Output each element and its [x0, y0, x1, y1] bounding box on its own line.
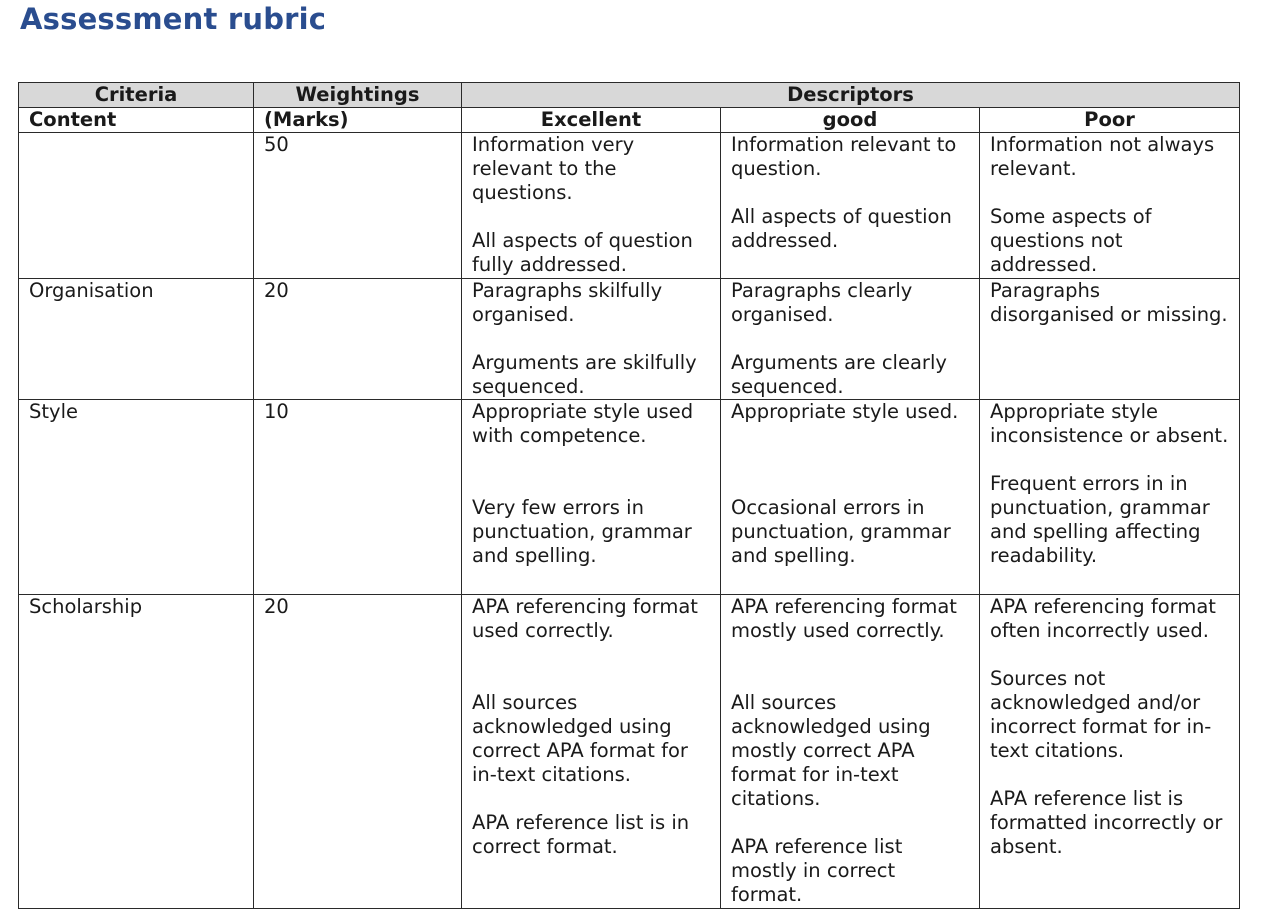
criteria-cell: Scholarship	[19, 595, 254, 909]
marks-cell: 20	[254, 595, 462, 909]
excellent-cell	[462, 279, 721, 400]
marks-cell: 10	[254, 400, 462, 595]
descriptor-text: Paragraphs clearly organised.	[731, 279, 913, 326]
descriptor-text: Very few errors in punctuation, grammar and spelling.	[472, 496, 692, 567]
descriptor-text: Paragraphs skilfully organised.	[472, 279, 663, 326]
descriptor-text: Sources not acknowledged and/or incorrect format for in-text citations.	[990, 667, 1212, 762]
excellent-cell	[462, 595, 721, 909]
criteria-cell: Style	[19, 400, 254, 595]
descriptor-text: APA reference list is formatted incorrectly or absent.	[990, 787, 1223, 858]
good-cell	[721, 133, 980, 279]
criteria-cell: Organisation	[19, 279, 254, 400]
header-poor: Poor	[980, 108, 1240, 133]
descriptor-text: APA reference list mostly in correct format.	[731, 835, 903, 906]
descriptor-text: Appropriate style used.	[731, 400, 959, 423]
descriptor-text: APA referencing format often incorrectly used.	[990, 595, 1216, 642]
excellent-cell	[462, 133, 721, 279]
descriptor-text: Information relevant to question.	[731, 133, 957, 180]
descriptor-text: Arguments are clearly sequenced.	[731, 351, 947, 398]
header-row-1	[19, 83, 1240, 108]
assessment-rubric-table	[18, 82, 1240, 909]
descriptor-text: All aspects of question addressed.	[731, 205, 952, 252]
header-row-2	[19, 108, 1240, 133]
table-row-style	[19, 400, 1240, 595]
header-descriptors: Descriptors	[462, 83, 1240, 108]
descriptor-text: Some aspects of questions not addressed.	[990, 205, 1152, 276]
descriptor-text: All sources acknowledged using correct APA format for in-text citations.	[472, 691, 688, 786]
table-row-scholarship	[19, 595, 1240, 909]
excellent-cell	[462, 400, 721, 595]
marks-cell: 20	[254, 279, 462, 400]
poor-cell	[980, 133, 1240, 279]
descriptor-text: APA referencing format used correctly.	[472, 595, 698, 642]
good-cell	[721, 400, 980, 595]
header-weightings-marks: (Marks)	[254, 108, 462, 133]
poor-cell	[980, 400, 1240, 595]
header-criteria: Criteria	[19, 83, 254, 108]
descriptor-text: Arguments are skilfully sequenced.	[472, 351, 697, 398]
descriptor-text: Occasional errors in punctuation, grammar and spelling.	[731, 496, 951, 567]
table-row-content	[19, 133, 1240, 279]
poor-cell	[980, 279, 1240, 400]
good-cell	[721, 279, 980, 400]
poor-cell	[980, 595, 1240, 909]
descriptor-text: Information very relevant to the questions.	[472, 133, 635, 204]
row-criteria-content: Content	[19, 108, 254, 133]
descriptor-text: APA reference list is in correct format.	[472, 811, 690, 858]
good-cell	[721, 595, 980, 909]
descriptor-text: Appropriate style used with competence.	[472, 400, 694, 447]
descriptor-text: All aspects of question fully addressed.	[472, 229, 693, 276]
header-excellent: Excellent	[462, 108, 721, 133]
page-title: Assessment rubric	[20, 2, 327, 36]
header-weightings: Weightings	[254, 83, 462, 108]
descriptor-text: Paragraphs disorganised or missing.	[990, 279, 1228, 326]
descriptor-text: All sources acknowledged using mostly correct APA format for in-text citations.	[731, 691, 931, 810]
descriptor-text: APA referencing format mostly used correctly.	[731, 595, 957, 642]
table-row-organisation	[19, 279, 1240, 400]
descriptor-text: Frequent errors in in punctuation, grammar and spelling affecting readability.	[990, 472, 1210, 567]
header-good: good	[721, 108, 980, 133]
marks-cell: 50	[254, 133, 462, 279]
descriptor-text: Appropriate style inconsistence or absent.	[990, 400, 1229, 447]
descriptor-text: Information not always relevant.	[990, 133, 1215, 180]
criteria-cell-empty	[19, 133, 254, 279]
